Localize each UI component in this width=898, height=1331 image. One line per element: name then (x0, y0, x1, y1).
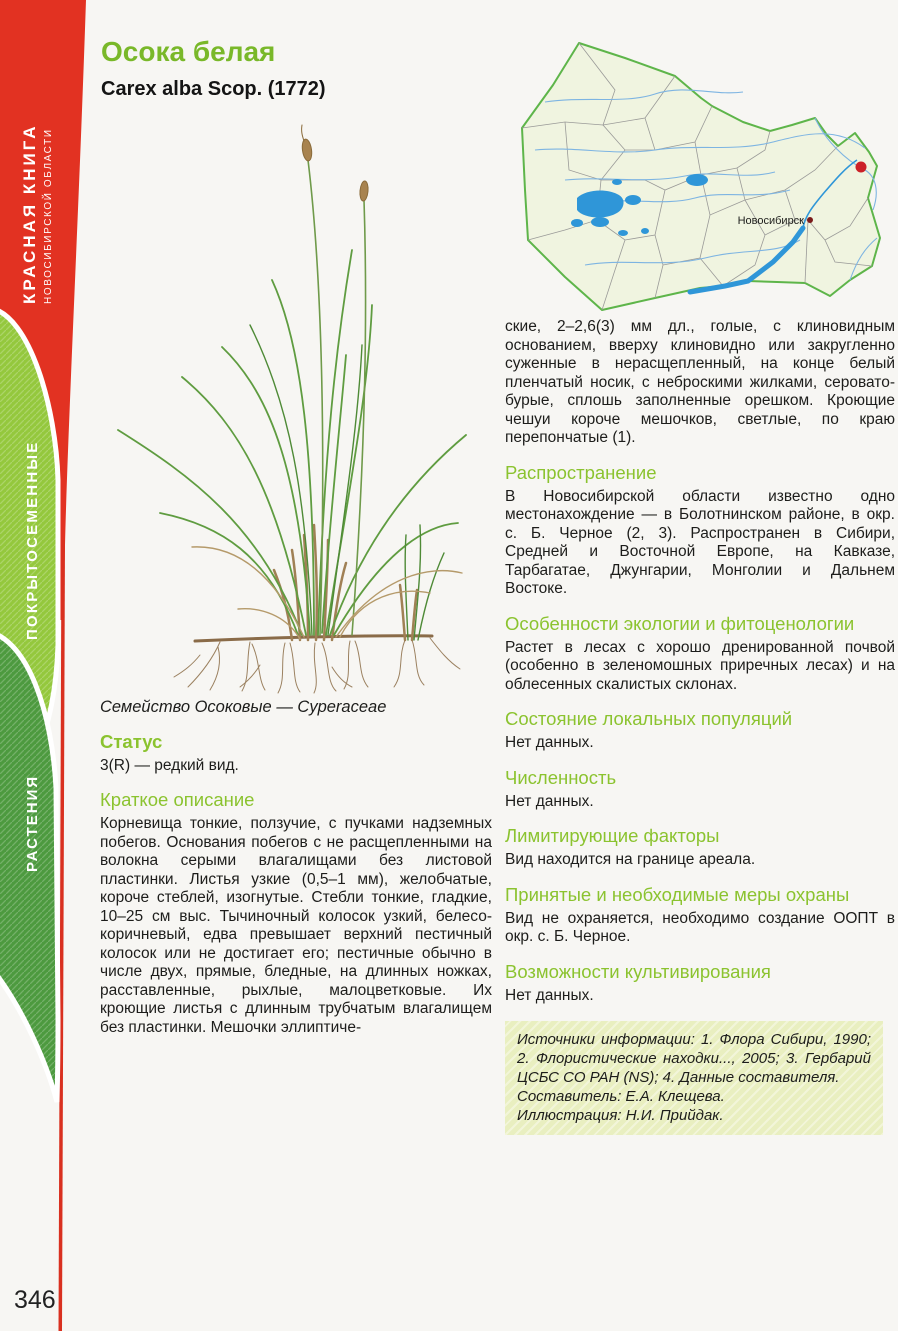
range-map (505, 30, 895, 318)
map-city-label: Новосибирск (737, 215, 804, 227)
description-continuation: ские, 2–2,6(3) мм дл., голые, с клиновидным основанием, вверху клиновидно или закругленно суженные в нерасщепленный, на конце белый пленчатый носик, с неброскими жилками, серовато-бурые, сплошь заполненные орешком. Кроющие чешуи короче мешочков, светлые, по краю перепончатые (1). (505, 318, 895, 446)
family-caption: Семейство Осоковые — Cyperaceae (100, 698, 387, 716)
species-latin-name: Carex alba Scop. (1772) (101, 78, 326, 100)
sidebar-kingdom-label: РАСТЕНИЯ (24, 774, 41, 872)
section-heading: Принятые и необходимые меры охраны (505, 883, 850, 905)
section-description (100, 789, 492, 1037)
sidebar-book-title: КРАСНАЯ КНИГА (20, 123, 39, 304)
section-heading: Состояние локальных популяций (505, 708, 793, 729)
section-heading: Особенности экологии и фитоценологии (505, 612, 855, 634)
illustrator-line: Иллюстрация: Н.И. Прийдак. (517, 1107, 724, 1124)
section-protection-measures (505, 884, 895, 947)
section-heading: Распространение (505, 461, 657, 483)
section-body: Растет в лесах с хорошо дренированной почвой (особенно в зеленомошных приречных лесах) и на облесенных скалистых склонах. (505, 638, 895, 693)
section-heading: Краткое описание (100, 789, 255, 810)
sidebar-book-subtitle: НОВОСИБИРСКОЙ ОБЛАСТИ (43, 128, 54, 304)
section-heading: Лимитирующие факторы (505, 825, 720, 846)
section-distribution (505, 462, 895, 599)
section-cultivation (505, 961, 895, 1006)
compiler-line: Составитель: Е.А. Клещева. (517, 1088, 725, 1105)
sidebar-taxon-group-label: ПОКРЫТОСЕМЕННЫЕ (24, 440, 41, 640)
section-body: Вид не охраняется, необходимо создание ООПТ в окр. с. Б. Черное. (505, 909, 895, 945)
section-ecology (505, 613, 895, 695)
section-body: Корневища тонкие, ползучие, с пучками надземных побегов. Основания побегов с не расщепленными на волокна серыми влагалищами без листовой пластинки. Листья узкие (0,5–1 мм), желобчатые, короче стеблей, изогнутые. Стебли тонкие, гладкие, 10–25 см выс. Тычиночный колосок узкий, белесо-коричневый, едва превышает верхний пестичный колосок или не достигает его; пестичные обычно в числе двух, прямые, бледные, на длинных ножках, расставленные, рыхлые, малоцветковые. Их кроющие листья с длинным трубчатым влагалищем без пластинки. Мешочки эллиптиче- (100, 815, 492, 1036)
section-heading: Возможности культивирования (505, 960, 771, 982)
section-abundance (505, 767, 895, 812)
page-number: 346 (14, 1286, 56, 1314)
left-column (100, 698, 492, 1037)
section-body: Нет данных. (505, 986, 594, 1004)
section-heading: Численность (505, 766, 617, 788)
section-body: Нет данных. (505, 734, 594, 751)
section-body: Вид находится на границе ареала. (505, 851, 756, 868)
section-local-populations (505, 708, 895, 753)
map-city-dot (807, 217, 813, 223)
sources-line: Источники информации: 1. Флора Сибири, 1990; 2. Флористические находки..., 2005; 3. Гербарий ЦСБС СО РАН (NS); 4. Данные составителя. (517, 1031, 871, 1086)
species-title: Осока белая (101, 36, 276, 67)
right-column (505, 318, 895, 1135)
section-status (100, 731, 492, 776)
plant-illustration (100, 95, 485, 695)
section-body: В Новосибирской области известно одно местонахождение — в Болотнинском районе, в окр. с. Б. Черное (2, 3). Распространен в Сибири, Средней и Восточной Европе, на Кавказе, Тарбагатае, Джунгарии, Монголии и Дальнем Востоке. (505, 487, 895, 597)
sources-box (505, 1021, 883, 1135)
section-body: Нет данных. (505, 792, 594, 810)
section-limiting-factors (505, 825, 895, 870)
section-body: 3(R) — редкий вид. (100, 756, 239, 774)
map-locality-dot (856, 162, 867, 173)
section-heading: Статус (100, 730, 163, 752)
